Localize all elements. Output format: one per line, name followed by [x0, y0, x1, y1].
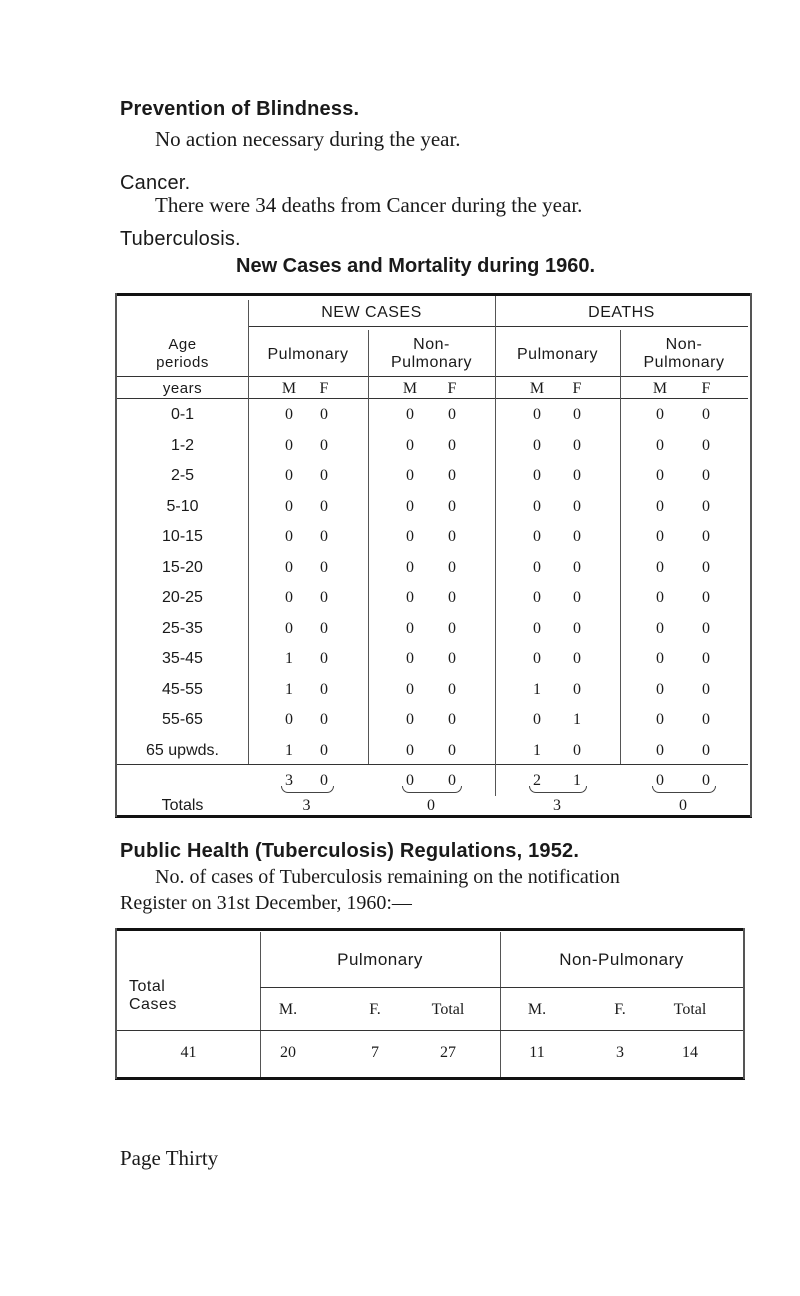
sex-total-cell: 3 — [285, 772, 293, 789]
total-cases-line1: Total — [129, 978, 166, 995]
age-header-line2: periods — [156, 354, 209, 371]
total-brace — [529, 786, 587, 793]
register-non-pulmonary-value: 3 — [616, 1044, 624, 1061]
value-cell: 1 — [573, 711, 581, 728]
value-cell: 0 — [573, 467, 581, 484]
mortality-table-title: New Cases and Mortality during 1960. — [236, 255, 595, 277]
register-pulmonary-header: Pulmonary — [337, 950, 423, 969]
sex-label: M — [652, 380, 668, 397]
tuberculosis-heading: Tuberculosis. — [120, 228, 241, 250]
subheader-line — [117, 376, 748, 377]
value-cell: 0 — [285, 619, 293, 637]
value-cell: 0 — [320, 436, 328, 454]
divider-deaths — [620, 330, 621, 764]
value-cell: 0 — [533, 406, 541, 423]
nc-non-pulmonary-header — [368, 336, 495, 372]
value-cell: 0 — [573, 741, 581, 759]
sex-label: F — [447, 380, 457, 397]
d-pulmonary-header: Pulmonary — [517, 346, 598, 363]
register-pulmonary-value: 27 — [440, 1044, 456, 1061]
value-cell: 0 — [406, 467, 414, 484]
years-line — [117, 398, 748, 399]
value-cell: 0 — [702, 406, 710, 423]
value-cell: 0 — [320, 467, 328, 484]
value-cell: 0 — [533, 650, 541, 667]
register-subheader: F. — [369, 1001, 381, 1018]
register-pulmonary-value: 20 — [280, 1044, 296, 1061]
sex-total-cell: 1 — [573, 772, 581, 789]
regulations-heading: Public Health (Tuberculosis) Regulations, 1952. — [120, 840, 580, 862]
regulations-text-line1: No. of cases of Tuberculosis remaining on the notification — [155, 866, 620, 888]
age-cell: 1-2 — [170, 436, 195, 454]
value-cell: 0 — [448, 680, 456, 698]
value-cell: 1 — [285, 650, 293, 667]
total-brace — [281, 786, 334, 793]
value-cell: 0 — [406, 528, 414, 545]
table-top-border — [115, 293, 752, 296]
value-cell: 0 — [656, 467, 664, 484]
nc-non-line2: Pulmonary — [391, 354, 472, 371]
value-cell: 0 — [448, 711, 456, 728]
divider-age — [248, 300, 249, 764]
value-cell: 0 — [573, 589, 581, 606]
value-cell: 0 — [448, 619, 456, 637]
d-non-pulmonary-header — [620, 336, 748, 372]
cancer-heading: Cancer. — [120, 172, 191, 194]
years-label: years — [162, 380, 203, 397]
d-non-line2: Pulmonary — [643, 354, 725, 371]
value-cell: 0 — [285, 497, 293, 515]
value-cell: 0 — [448, 467, 456, 484]
register-subheader: M. — [527, 1001, 547, 1018]
value-cell: 0 — [406, 497, 414, 515]
value-cell: 0 — [656, 558, 664, 576]
group-total-cell: 3 — [553, 797, 561, 814]
group-total-cell: 3 — [302, 797, 311, 814]
age-periods-header — [117, 336, 248, 372]
register-total-cases-value: 41 — [180, 1044, 197, 1061]
value-cell: 0 — [533, 467, 541, 484]
value-cell: 0 — [320, 741, 328, 759]
register-subheader-line — [260, 987, 743, 988]
sex-total-cell: 0 — [702, 772, 710, 789]
sex-total-cell: 0 — [656, 772, 664, 789]
value-cell: 0 — [406, 650, 414, 667]
value-cell: 0 — [320, 650, 328, 667]
group-total-cell: 0 — [679, 797, 687, 814]
value-cell: 0 — [702, 680, 710, 698]
age-cell: 5-10 — [166, 497, 199, 515]
total-cases-line2: Cases — [129, 996, 177, 1013]
register-right-border — [743, 928, 745, 1079]
value-cell: 1 — [285, 741, 293, 759]
value-cell: 0 — [533, 497, 541, 515]
value-cell: 0 — [573, 558, 581, 576]
register-subheader: F. — [614, 1001, 626, 1018]
value-cell: 0 — [448, 741, 456, 759]
value-cell: 0 — [702, 589, 710, 606]
total-cases-header — [117, 978, 260, 1014]
value-cell: 0 — [406, 711, 414, 728]
age-cell: 35-45 — [162, 650, 203, 667]
value-cell: 0 — [533, 619, 541, 637]
register-top-border — [115, 928, 745, 931]
table-bottom-border — [115, 815, 752, 818]
value-cell: 0 — [320, 497, 328, 515]
sex-label: F — [572, 380, 582, 397]
value-cell: 0 — [702, 741, 710, 759]
nc-non-line1: Non- — [413, 336, 450, 353]
value-cell: 0 — [702, 497, 710, 515]
totals-label: Totals — [161, 797, 204, 814]
value-cell: 0 — [448, 528, 456, 545]
value-cell: 0 — [702, 619, 710, 637]
value-cell: 0 — [533, 711, 541, 728]
value-cell: 0 — [656, 619, 664, 637]
register-subheader: Total — [673, 1001, 707, 1018]
value-cell: 0 — [406, 406, 414, 423]
sex-label: M — [402, 380, 418, 397]
value-cell: 0 — [656, 741, 664, 759]
group-total-cell: 0 — [427, 797, 435, 814]
value-cell: 0 — [285, 711, 293, 728]
value-cell: 0 — [406, 558, 414, 576]
value-cell: 0 — [656, 650, 664, 667]
register-non-pulmonary-header: Non-Pulmonary — [559, 950, 684, 969]
total-brace — [652, 786, 716, 793]
deaths-header: DEATHS — [588, 304, 655, 321]
value-cell: 0 — [406, 741, 414, 759]
sex-total-cell: 0 — [406, 772, 414, 789]
group-header-line — [248, 326, 748, 327]
value-cell: 0 — [406, 436, 414, 454]
new-cases-header: NEW CASES — [321, 304, 422, 321]
value-cell: 0 — [320, 528, 328, 545]
register-non-pulmonary-value: 14 — [682, 1044, 698, 1061]
value-cell: 0 — [320, 619, 328, 637]
value-cell: 0 — [406, 589, 414, 606]
value-cell: 0 — [573, 528, 581, 545]
value-cell: 0 — [285, 436, 293, 454]
value-cell: 0 — [406, 680, 414, 698]
value-cell: 0 — [533, 528, 541, 545]
age-cell: 15-20 — [162, 558, 203, 576]
value-cell: 0 — [702, 650, 710, 667]
value-cell: 0 — [573, 680, 581, 698]
value-cell: 0 — [448, 650, 456, 667]
value-cell: 0 — [656, 711, 664, 728]
value-cell: 0 — [656, 589, 664, 606]
value-cell: 0 — [285, 406, 293, 423]
value-cell: 0 — [656, 436, 664, 454]
table-right-border — [750, 293, 752, 817]
value-cell: 0 — [285, 589, 293, 606]
register-subheader: Total — [431, 1001, 465, 1018]
value-cell: 1 — [533, 680, 541, 698]
blindness-heading: Prevention of Blindness. — [120, 98, 360, 120]
value-cell: 0 — [702, 467, 710, 484]
value-cell: 0 — [320, 680, 328, 698]
value-cell: 0 — [573, 497, 581, 515]
divider-groups — [495, 296, 496, 796]
sex-total-cell: 2 — [533, 772, 541, 789]
value-cell: 0 — [702, 558, 710, 576]
register-subheader: M. — [278, 1001, 298, 1018]
value-cell: 1 — [285, 680, 293, 698]
value-cell: 0 — [573, 619, 581, 637]
value-cell: 0 — [702, 528, 710, 545]
regulations-text-line2: Register on 31st December, 1960:— — [120, 892, 412, 914]
value-cell: 0 — [656, 497, 664, 515]
value-cell: 0 — [320, 406, 328, 423]
sex-total-cell: 0 — [320, 772, 328, 789]
value-cell: 0 — [448, 589, 456, 606]
register-bottom-border — [115, 1077, 745, 1080]
totals-line — [117, 764, 748, 765]
age-header-line1: Age — [168, 336, 197, 353]
value-cell: 0 — [406, 619, 414, 637]
sex-label: M — [281, 380, 297, 397]
value-cell: 0 — [573, 650, 581, 667]
cancer-text: There were 34 deaths from Cancer during the year. — [155, 193, 583, 217]
value-cell: 0 — [656, 680, 664, 698]
age-cell: 2-5 — [170, 467, 195, 484]
age-cell: 25-35 — [162, 619, 203, 637]
page-number: Page Thirty — [120, 1146, 219, 1170]
value-cell: 0 — [320, 711, 328, 728]
value-cell: 0 — [285, 467, 293, 484]
age-cell: 45-55 — [162, 680, 203, 698]
value-cell: 0 — [702, 436, 710, 454]
register-pulmonary-value: 7 — [371, 1044, 379, 1061]
value-cell: 0 — [320, 589, 328, 606]
age-cell: 65 upwds. — [146, 741, 219, 759]
value-cell: 1 — [533, 741, 541, 759]
value-cell: 0 — [656, 406, 664, 423]
age-cell: 0-1 — [170, 406, 195, 423]
value-cell: 0 — [533, 558, 541, 576]
age-cell: 55-65 — [162, 711, 203, 728]
sex-label: F — [701, 380, 711, 397]
nc-pulmonary-header: Pulmonary — [267, 346, 349, 363]
value-cell: 0 — [320, 558, 328, 576]
register-non-pulmonary-value: 11 — [529, 1044, 545, 1061]
register-values-line — [117, 1030, 743, 1031]
value-cell: 0 — [448, 406, 456, 423]
value-cell: 0 — [573, 406, 581, 423]
value-cell: 0 — [533, 589, 541, 606]
sex-label: F — [319, 380, 329, 397]
age-cell: 20-25 — [162, 589, 203, 606]
value-cell: 0 — [285, 528, 293, 545]
value-cell: 0 — [448, 558, 456, 576]
value-cell: 0 — [702, 711, 710, 728]
total-brace — [402, 786, 462, 793]
blindness-text: No action necessary during the year. — [155, 127, 461, 151]
value-cell: 0 — [285, 558, 293, 576]
d-non-line1: Non- — [665, 336, 703, 353]
value-cell: 0 — [533, 436, 541, 454]
sex-label: M — [529, 380, 545, 397]
sex-total-cell: 0 — [448, 772, 456, 789]
value-cell: 0 — [656, 528, 664, 545]
age-cell: 10-15 — [162, 528, 203, 545]
value-cell: 0 — [448, 436, 456, 454]
value-cell: 0 — [573, 436, 581, 454]
divider-nc — [368, 330, 369, 764]
value-cell: 0 — [448, 497, 456, 515]
